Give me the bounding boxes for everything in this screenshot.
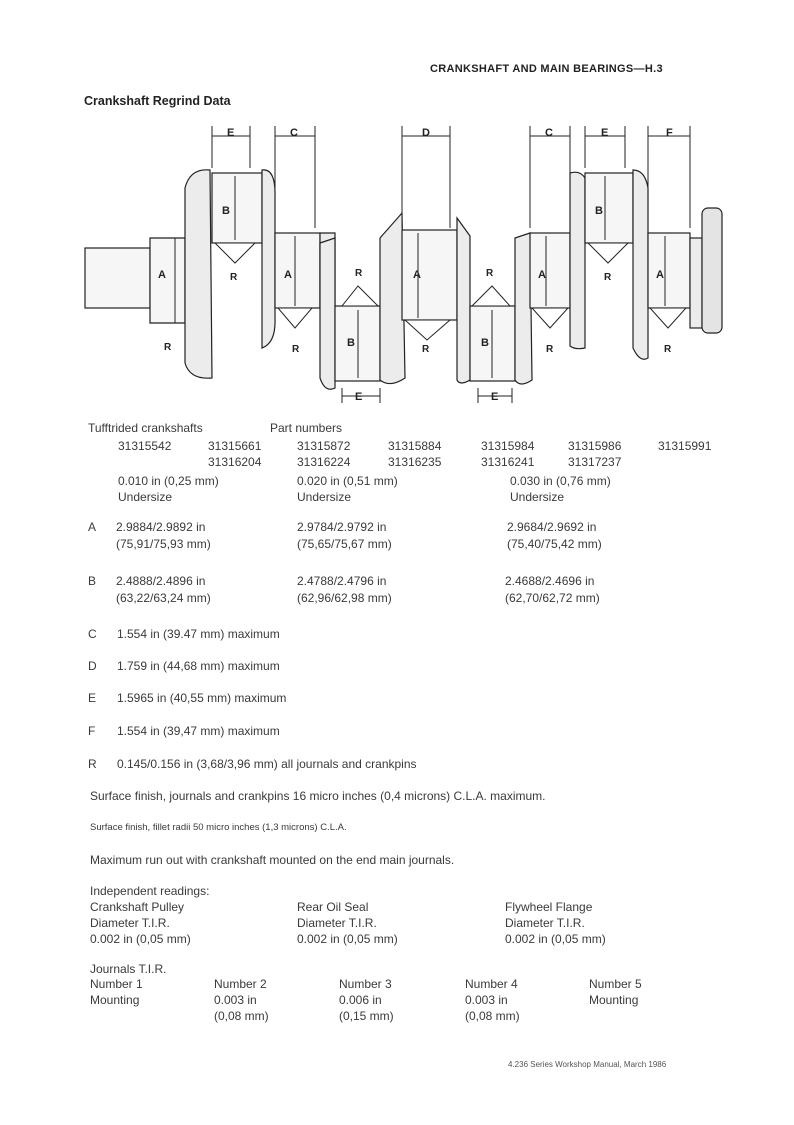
surface-finish-journals: Surface finish, journals and crankpins 16 micro inches (0,4 microns) C.L.A. maximum. <box>90 789 546 803</box>
spec-letter: F <box>88 724 96 738</box>
row-A-value: 2.9884/2.9892 in <box>116 520 206 534</box>
label-C: C <box>290 127 298 139</box>
journal-value: Mounting <box>589 993 639 1007</box>
label-A: A <box>413 269 421 281</box>
independent-heading: Independent readings: <box>90 884 210 898</box>
label-R: R <box>486 268 494 279</box>
journal-value: 0.006 in <box>339 993 382 1007</box>
part-number: 31315661 <box>208 439 262 453</box>
reading-value: 0.002 in (0,05 mm) <box>297 932 398 946</box>
label-R: R <box>230 272 238 283</box>
row-B-value: 2.4688/2.4696 in <box>505 574 595 588</box>
journals-heading: Journals T.I.R. <box>90 962 167 976</box>
label-R: R <box>164 342 172 353</box>
label-R: R <box>546 344 554 355</box>
spec-letter: D <box>88 659 97 673</box>
surface-finish-fillet: Surface finish, fillet radii 50 micro inches (1,3 microns) C.L.A. <box>90 822 347 833</box>
part-numbers-heading: Part numbers <box>270 421 343 435</box>
undersize-label: Undersize <box>118 490 173 504</box>
spec-text: 1.5965 in (40,55 mm) maximum <box>117 691 287 705</box>
spec-letter: C <box>88 627 97 641</box>
part-number: 31315984 <box>481 439 535 453</box>
reading-value: 0.002 in (0,05 mm) <box>90 932 191 946</box>
journal-value-mm: (0,08 mm) <box>465 1009 520 1023</box>
reading-type: Diameter T.I.R. <box>505 916 585 930</box>
undersize-value: 0.020 in (0,51 mm) <box>297 474 398 488</box>
part-number: 31316235 <box>388 455 442 469</box>
label-D: D <box>422 127 430 139</box>
label-E: E <box>227 127 235 139</box>
label-B: B <box>481 337 489 349</box>
label-A: A <box>158 269 166 281</box>
reading-value: 0.002 in (0,05 mm) <box>505 932 606 946</box>
journal-number: Number 5 <box>589 977 642 991</box>
label-B: B <box>347 337 355 349</box>
undersize-label: Undersize <box>510 490 565 504</box>
label-R: R <box>422 344 430 355</box>
row-B-value-mm: (62,70/62,72 mm) <box>505 591 600 605</box>
label-A: A <box>284 269 292 281</box>
part-number: 31315986 <box>568 439 622 453</box>
label-C: C <box>545 127 553 139</box>
reading-name: Crankshaft Pulley <box>90 900 185 914</box>
journal-number: Number 1 <box>90 977 143 991</box>
undersize-value: 0.010 in (0,25 mm) <box>118 474 219 488</box>
journal-number: Number 4 <box>465 977 518 991</box>
spec-text: 1.554 in (39,47 mm) maximum <box>117 724 280 738</box>
journal-value: 0.003 in <box>465 993 508 1007</box>
section-title: Crankshaft Regrind Data <box>84 94 231 108</box>
page-footer: 4.236 Series Workshop Manual, March 1986 <box>508 1060 667 1069</box>
crankshaft-diagram <box>80 118 730 408</box>
journal-number: Number 2 <box>214 977 267 991</box>
label-E: E <box>355 391 363 403</box>
row-B-value-mm: (62,96/62,98 mm) <box>297 591 392 605</box>
tufftrided-heading: Tufftrided crankshafts <box>88 421 203 435</box>
part-number: 31315884 <box>388 439 442 453</box>
reading-type: Diameter T.I.R. <box>90 916 170 930</box>
journal-value-mm: (0,08 mm) <box>214 1009 269 1023</box>
label-R: R <box>292 344 300 355</box>
crankshaft-outline <box>85 170 722 389</box>
reading-type: Diameter T.I.R. <box>297 916 377 930</box>
label-F: F <box>666 127 673 139</box>
reading-name: Flywheel Flange <box>505 900 593 914</box>
label-E: E <box>601 127 609 139</box>
label-E: E <box>491 391 499 403</box>
undersize-value: 0.030 in (0,76 mm) <box>510 474 611 488</box>
label-R: R <box>355 268 363 279</box>
spec-letter: E <box>88 691 97 705</box>
part-number: 31316204 <box>208 455 262 469</box>
part-number: 31315542 <box>118 439 172 453</box>
row-A-value: 2.9784/2.9792 in <box>297 520 387 534</box>
spec-letter: R <box>88 757 97 771</box>
label-B: B <box>222 205 230 217</box>
part-number: 31316241 <box>481 455 535 469</box>
part-number: 31315872 <box>297 439 351 453</box>
part-number: 31317237 <box>568 455 622 469</box>
label-A: A <box>538 269 546 281</box>
row-B-value: 2.4888/2.4896 in <box>116 574 206 588</box>
row-A-value: 2.9684/2.9692 in <box>507 520 597 534</box>
reading-name: Rear Oil Seal <box>297 900 369 914</box>
row-B-value-mm: (63,22/63,24 mm) <box>116 591 211 605</box>
page-header: CRANKSHAFT AND MAIN BEARINGS—H.3 <box>430 63 663 75</box>
part-number: 31315991 <box>658 439 712 453</box>
spec-text: 1.759 in (44,68 mm) maximum <box>117 659 280 673</box>
label-A: A <box>656 269 664 281</box>
spec-text: 0.145/0.156 in (3,68/3,96 mm) all journals and crankpins <box>117 757 417 771</box>
journal-value: Mounting <box>90 993 140 1007</box>
journal-number: Number 3 <box>339 977 392 991</box>
spec-text: 1.554 in (39.47 mm) maximum <box>117 627 280 641</box>
row-letter-B: B <box>88 574 97 588</box>
label-R: R <box>664 344 672 355</box>
undersize-label: Undersize <box>297 490 352 504</box>
runout-intro: Maximum run out with crankshaft mounted on the end main journals. <box>90 853 455 867</box>
row-B-value: 2.4788/2.4796 in <box>297 574 387 588</box>
row-A-value-mm: (75,40/75,42 mm) <box>507 537 602 551</box>
row-A-value-mm: (75,91/75,93 mm) <box>116 537 211 551</box>
row-A-value-mm: (75,65/75,67 mm) <box>297 537 392 551</box>
row-letter-A: A <box>88 520 97 534</box>
label-B: B <box>595 205 603 217</box>
journal-value: 0.003 in <box>214 993 257 1007</box>
label-R: R <box>604 272 612 283</box>
part-number: 31316224 <box>297 455 351 469</box>
journal-value-mm: (0,15 mm) <box>339 1009 394 1023</box>
